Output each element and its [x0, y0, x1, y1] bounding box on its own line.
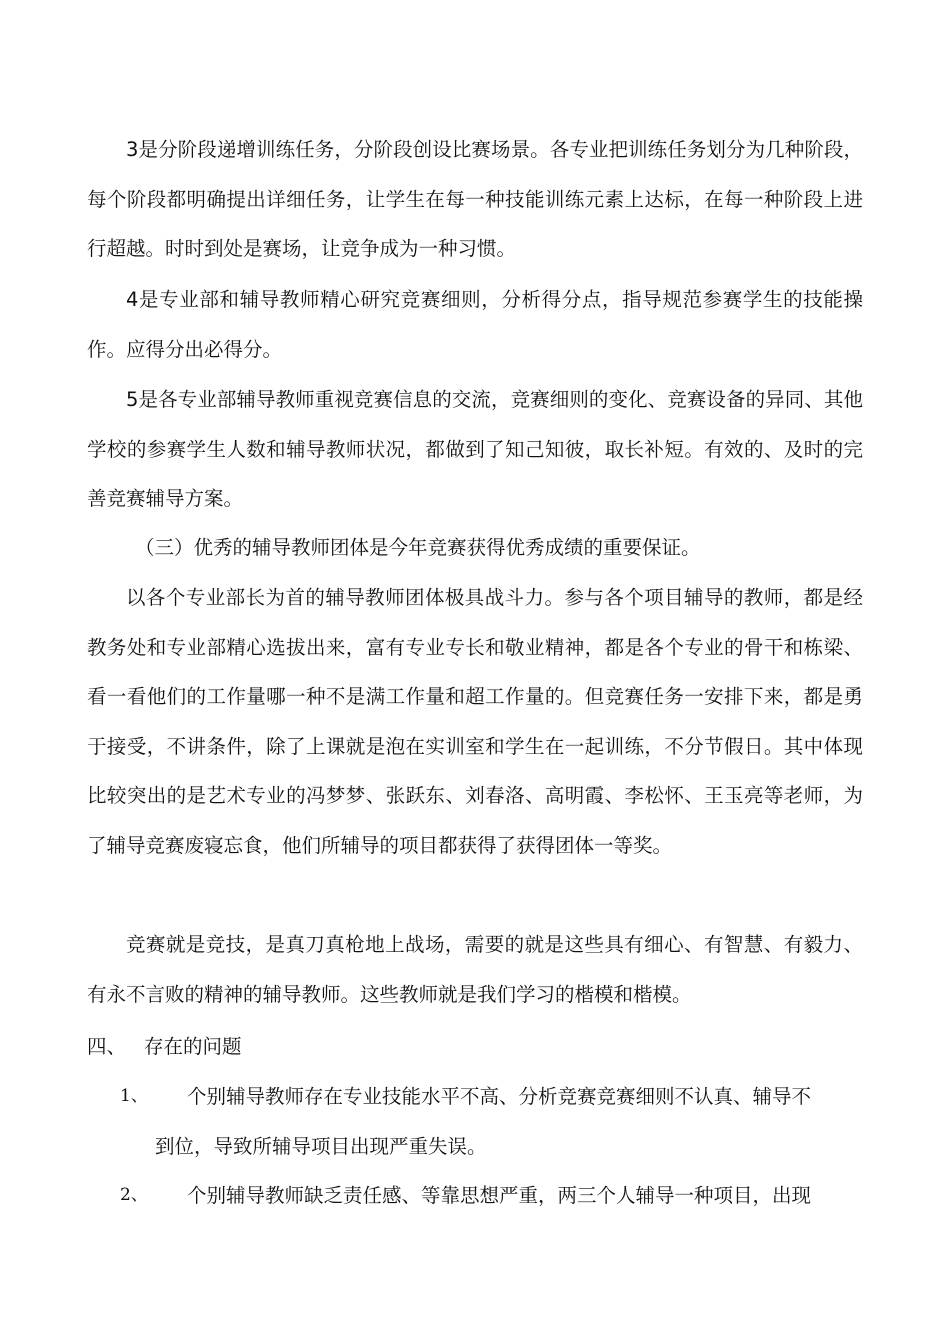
section-heading-problems [87, 1022, 242, 1072]
list-item [120, 1072, 863, 1171]
paragraph-information-exchange: 5是各专业部辅导教师重视竞赛信息的交流，竞赛细则的变化、竞赛设备的异同、其他学校的参赛学生人数和辅导教师状况，都做到了知己知彼，取长补短。有效的、及时的完善竞赛辅导方案。 [87, 388, 863, 510]
list-item-text-line1: 个别辅导教师存在专业技能水平不高、分析竞赛竞赛细则不认真、辅导不 [187, 1085, 812, 1108]
paragraph-competition-spirit: 竞赛就是竞技，是真刀真枪地上战场，需要的就是这些具有细心、有智慧、有毅力、有永不言败的精神的辅导教师。这些教师就是我们学习的楷模和楷模。 [87, 933, 863, 1006]
list-item [120, 1171, 863, 1221]
section-title: 存在的问题 [144, 1035, 242, 1058]
list-item-number: 2、 [120, 1185, 148, 1205]
list-item-text-line1: 个别辅导教师缺乏责任感、等靠思想严重，两三个人辅导一种项目，出现 [187, 1184, 812, 1207]
section-number: 四、 [87, 1035, 127, 1058]
paragraph-competition-rules: 4是专业部和辅导教师精心研究竞赛细则，分析得分点，指导规范参赛学生的技能操作。应得分出必得分。 [87, 288, 863, 361]
paragraph-teacher-team: 以各个专业部长为首的辅导教师团体极具战斗力。参与各个项目辅导的教师，都是经教务处和专业部精心选拔出来，富有专业专长和敬业精神，都是各个专业的骨干和栋梁、看一看他们的工作量哪一种不是满工作量和超工作量的。但竞赛任务一安排下来，都是勇于接受，不讲条件，除了上课就是泡在实训室和学生在一起训练，不分节假日。其中体现比较突出的是艺术专业的冯梦梦、张跃东、刘春洛、高明霞、李松怀、王玉亮等老师，为了辅导竞赛废寝忘食，他们所辅导的项目都获得了获得团体一等奖。 [87, 586, 863, 857]
list-item-number: 1、 [120, 1086, 148, 1106]
paragraph-stage-training: 3是分阶段递增训练任务，分阶段创设比赛场景。各专业把训练任务划分为几种阶段，每个阶段都明确提出详细任务，让学生在每一种技能训练元素上达标，在每一种阶段上进行超越。时时到处是赛场，让竞争成为一种习惯。 [87, 138, 863, 260]
list-item-text-line2: 到位，导致所辅导项目出现严重失误。 [155, 1134, 487, 1158]
subheading-teacher-team: （三）优秀的辅导教师团体是今年竞赛获得优秀成绩的重要保证。 [135, 536, 701, 559]
